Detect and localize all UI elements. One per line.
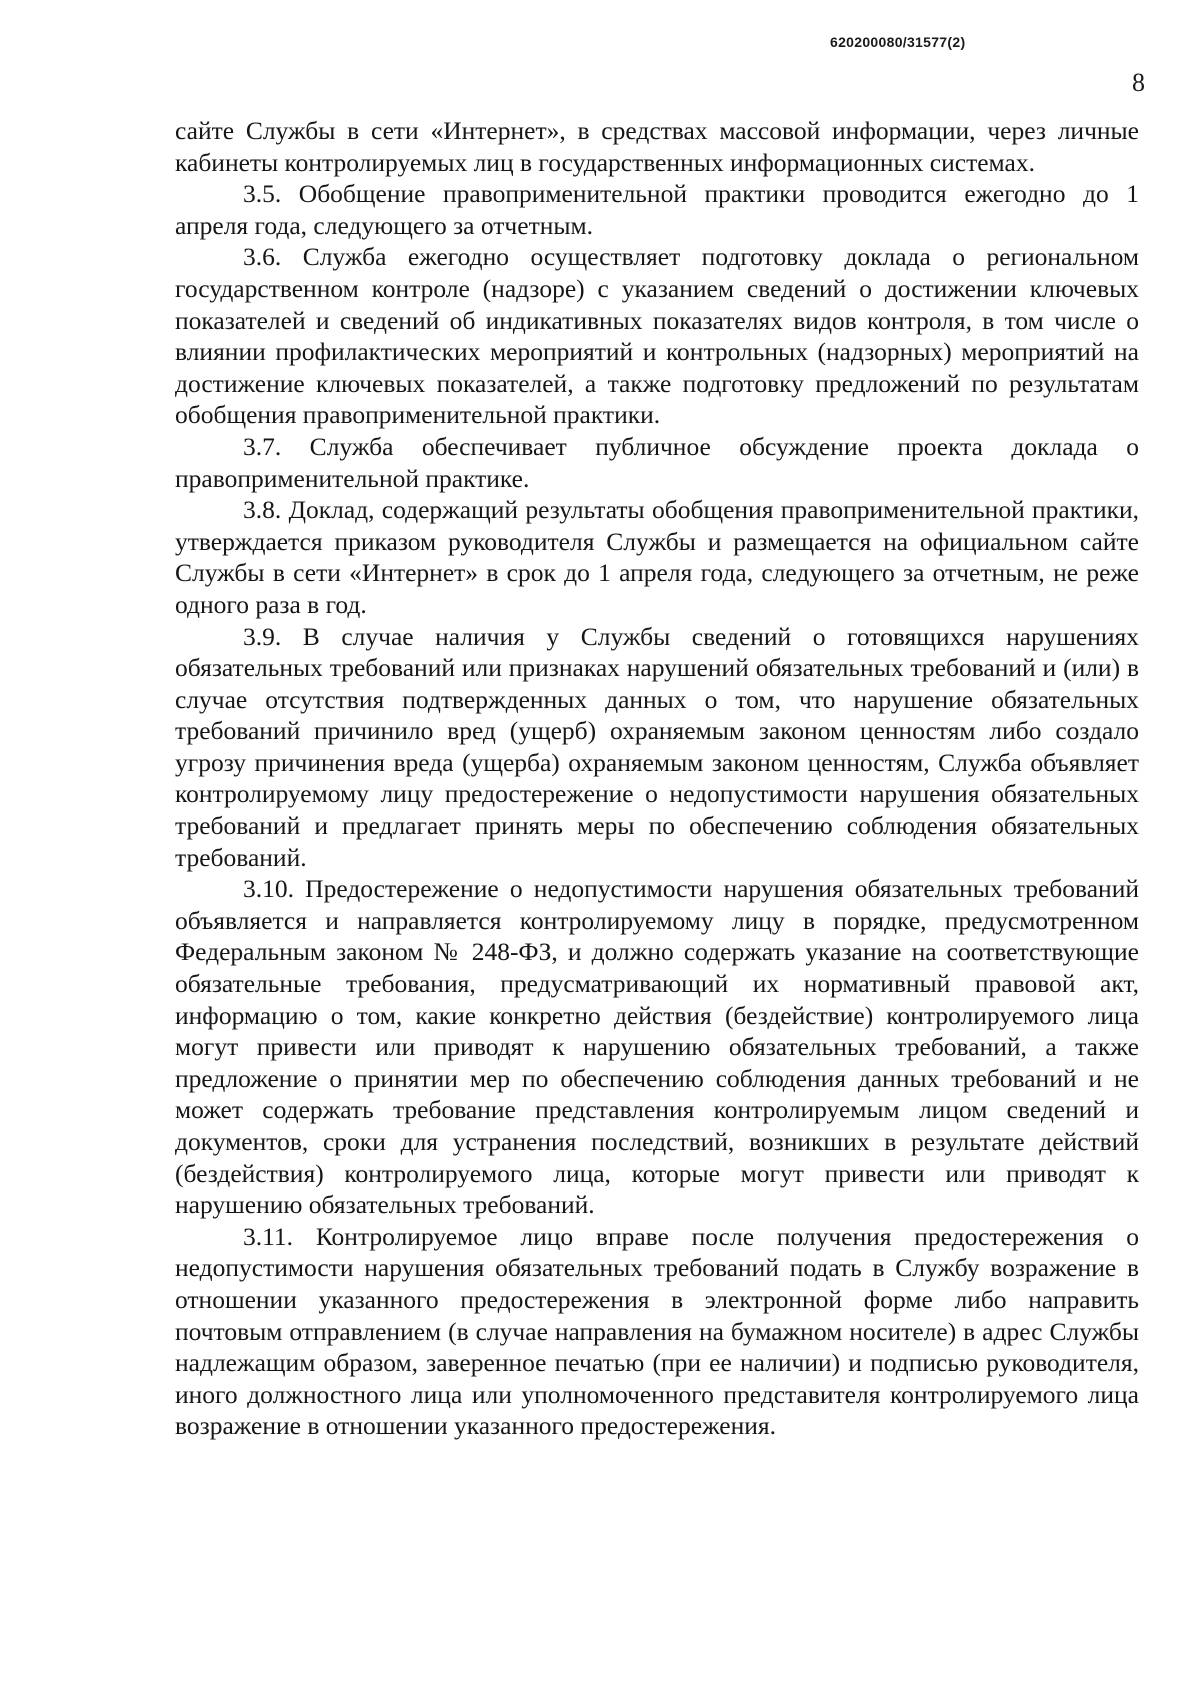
paragraph-3-9: 3.9. В случае наличия у Службы сведений о готовящихся нарушениях обязательных требований или признаках нарушений обязательных требований и (или) в случае отсутствия подтвержденных данных о том, что нарушение обязательных требований причинило вред (ущерб) охраняемым законом ценностям либо создало угрозу причинения вреда (ущерба) охраняемым законом ценностям, Служба объявляет контролируемому лицу предостережение о недопустимости нарушения обязательных требований и предлагает принять меры по обеспечению соблюдения обязательных требований. <box>175 621 1139 872</box>
document-number: 620200080/31577(2) <box>830 34 966 50</box>
paragraph-continuation: сайте Службы в сети «Интернет», в средствах массовой информации, через личные кабинеты контролируемых лиц в государственных информационных системах. <box>175 116 1139 177</box>
paragraph-3-8: 3.8. Доклад, содержащий результаты обобщения правоприменительной практики, утверждается приказом руководителя Службы и размещается на официальном сайте Службы в сети «Интернет» в срок до 1 апреля года, следующего за отчетным, не реже одного раза в год. <box>175 495 1139 619</box>
paragraph-3-7: 3.7. Служба обеспечивает публичное обсуждение проекта доклада о правоприменительной практике. <box>175 431 1139 493</box>
paragraph-3-5: 3.5. Обобщение правоприменительной практики проводится ежегодно до 1 апреля года, следующего за отчетным. <box>175 179 1139 240</box>
paragraph-3-10: 3.10. Предостережение о недопустимости нарушения обязательных требований объявляется и направляется контролируемому лицу в порядке, предусмотренном Федеральным законом № 248-ФЗ, и должно содержать указание на соответствующие обязательные требования, предусматривающий их нормативный правовой акт, информацию о том, какие конкретно действия (бездействие) контролируемого лица могут привести или приводят к нарушению обязательных требований, а также предложение о принятии мер по обеспечению соблюдения данных требований и не может содержать требование представления контролируемым лицом сведений и документов, сроки для устранения последствий, возникших в результате действий (бездействия) контролируемого лица, которые могут привести или приводят к нарушению обязательных требований. <box>175 874 1139 1220</box>
document-body <box>175 115 1139 1442</box>
paragraph-3-11: 3.11. Контролируемое лицо вправе после получения предостережения о недопустимости нарушения обязательных требований подать в Службу возражение в отношении указанного предостережения в электронной форме либо направить почтовым отправлением (в случае направления на бумажном носителе) в адрес Службы надлежащим образом, заверенное печатью (при ее наличии) и подписью руководителя, иного должностного лица или уполномоченного представителя контролируемого лица возражение в отношении указанного предостережения. <box>175 1221 1139 1441</box>
page-number: 8 <box>1132 68 1145 97</box>
paragraph-3-6: 3.6. Служба ежегодно осуществляет подготовку доклада о региональном государственном контроле (надзоре) с указанием сведений о достижении ключевых показателей и сведений об индикативных показателях видов контроля, в том числе о влиянии профилактических мероприятий и контрольных (надзорных) мероприятий на достижение ключевых показателей, а также подготовку предложений по результатам обобщения правоприменительной практики. <box>175 242 1139 430</box>
